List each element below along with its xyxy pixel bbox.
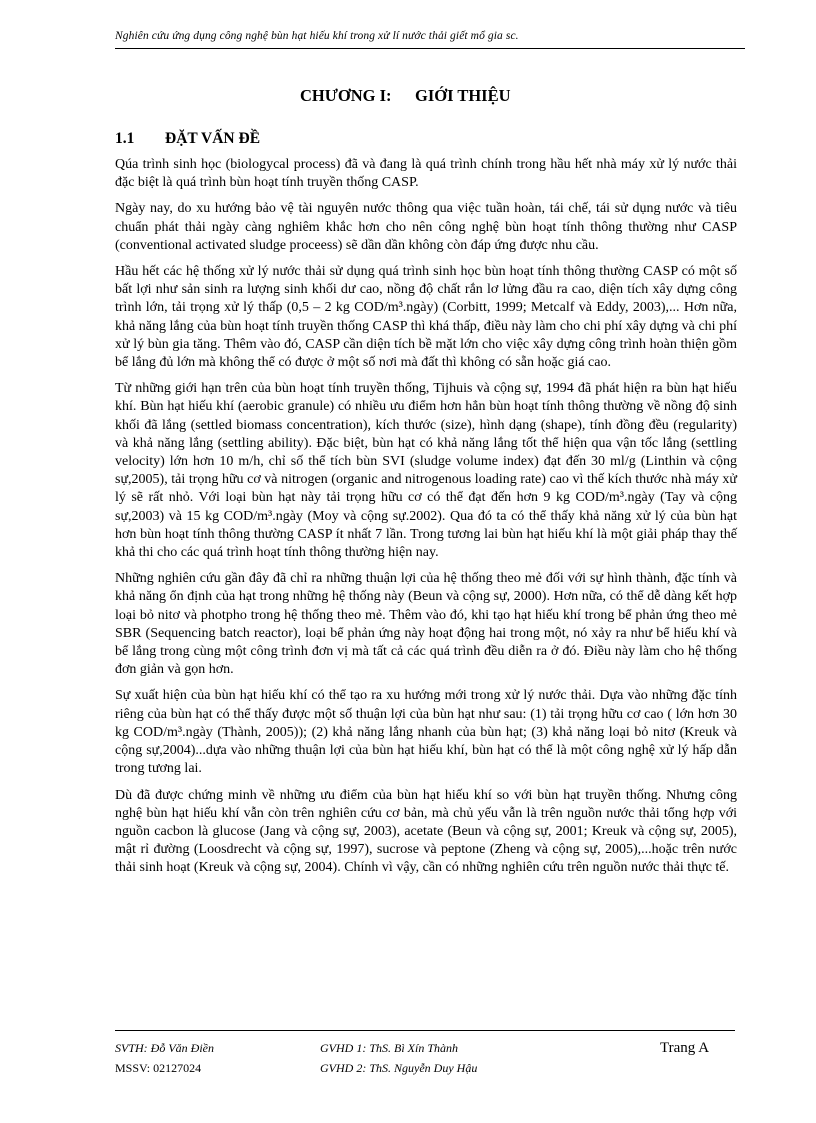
paragraph: Từ những giới hạn trên của bùn hoạt tính truyền thống, Tijhuis và cộng sự, 1994 đã phát hiện ra bùn hạt hiếu khí. Bùn hạt hiếu khí (aerobic granule) có nhiều ưu điểm hơn hẳn bùn hoạt tính thông thường về nồng độ sinh khối đã lắng (settled biomass concentration), kích thước (size), hình dạng (shape), tính đồng đều (regularity) và khả năng lắng (settling ability). Đặc biệt, bùn hạt có khả năng lắng tốt thể hiện qua vận tốc lắng (settling velocity) lớn hơn 10 m/h, chỉ số thể tích bùn SVI (sludge volume index) đạt đến 30 ml/g (Linthin và cộng sự,2005), tải trọng hữu cơ và nitrogen (organic and nitrogenous loading rate) cao vì thế kích thước nhà máy xử lý sẽ rất nhỏ. Với loại bùn hạt này tải trọng hữu cơ có thể đạt đến hơn 9 kg COD/m³.ngày (Tay và cộng sự,2003) và 15 kg COD/m³.ngày (Moy và cộng sự.2002). Qua đó ta có thể thấy khả năng xử lý của bùn hạt hơn bùn hoạt tính thông thường CASP ít nhất 7 lần. Trong tương lai bùn hạt hiếu khí là một giải pháp thay thế khả thi cho các quá trình hoạt tính thông thường hiện nay. — [115, 381, 737, 561]
body-text — [115, 156, 737, 886]
paragraph: Ngày nay, do xu hướng bảo vệ tài nguyên nước thông qua việc tuần hoàn, tái chế, tái sử dụng nước và tiêu chuẩn phát thải ngày càng nghiêm khắc hơn cho nên công nghệ bùn hoạt tính thông thường như CASP (conventional activated sludge proceess) sẽ dần dần không còn đáp ứng được nhu cầu. — [115, 201, 737, 253]
page-footer — [115, 1038, 735, 1078]
footer-advisor-2: GVHD 2: ThS. Nguyễn Duy Hậu — [320, 1061, 478, 1075]
section-title: ĐẶT VẤN ĐỀ — [165, 130, 261, 147]
chapter-title: GIỚI THIỆU — [415, 86, 511, 105]
footer-advisor-1: GVHD 1: ThS. Bì Xín Thành — [320, 1041, 458, 1055]
paragraph: Sự xuất hiện của bùn hạt hiếu khí có thể tạo ra xu hướng mới trong xử lý nước thải. Dựa vào những đặc tính riêng của bùn hạt có thể thấy được một số thuận lợi của bùn hạt như sau: (1) tải trọng hữu cơ cao ( lớn hơn 30 kg COD/m³.ngày (Thành, 2005)); (2) khả năng lắng nhanh của bùn hạt; (3) khả năng loại bỏ nitơ (Kreuk và cộng sự,2004)...dựa vào những thuận lợi của bùn hạt hiếu khí, bùn hạt có thể là một công nghệ xử lý hấp dẫn trong tương lai. — [115, 688, 737, 777]
paragraph: Hầu hết các hệ thống xử lý nước thải sử dụng quá trình sinh học bùn hoạt tính thông thường CASP có một số bất lợi như sản sinh ra lượng sinh khối dư cao, nồng độ chất rắn lơ lửng đầu ra cao, diện tích xây dựng công trình lớn, tải trọng xử lý thấp (0,5 – 2 kg COD/m³.ngày) (Corbitt, 1999; Metcalf và Eddy, 2003),... Hơn nữa, khả năng lắng của bùn hoạt tính truyền thống CASP thì khá thấp, điều này làm cho chi phí xây dựng và chi phí xử lý bùn gia tăng. Thêm vào đó, CASP cần diện tích bề mặt lớn cho việc xây dựng công trình hoàn thiện gồm bể lắng đủ lớn mà không thể có được ở một số nơi mà đất thì không có sẵn hoặc giá cao. — [115, 264, 737, 371]
paragraph: Dù đã được chứng minh về những ưu điểm của bùn hạt hiếu khí so với bùn hạt truyền thống. Nhưng công nghệ bùn hạt hiếu khí vẫn còn trên nghiên cứu cơ bản, mà chủ yếu vẫn là trên nguồn nước thải tổng hợp với nguồn cacbon là glucose (Jang và cộng sự, 2003), acetate (Beun và cộng sự, 2001; Kreuk và cộng sự, 2005), mật rỉ đường (Loosdrecht và cộng sự, 1997), sucrose và peptone (Zheng và cộng sự, 2005),...hoặc trên nước thải sinh hoạt (Kreuk và cộng sự, 2004). Chính vì vậy, cần có những nghiên cứu trên nguồn nước thải thực tế. — [115, 787, 737, 876]
footer-student-id: MSSV: 02127024 — [115, 1061, 202, 1075]
paragraph: Qúa trình sinh học (biologycal process) đã và đang là quá trình chính trong hầu hết nhà máy xử lý nước thải đặc biệt là quá trình bùn hoạt tính truyền thống CASP. — [115, 157, 737, 191]
footer-rule — [115, 1030, 735, 1031]
footer-student: SVTH: Đỗ Văn Điền — [115, 1041, 214, 1055]
section-heading — [115, 130, 260, 148]
section-number: 1.1 — [115, 130, 135, 147]
paragraph: Những nghiên cứu gần đây đã chỉ ra những thuận lợi của hệ thống theo mẻ đối với sự hình thành, đặc tính và khả năng ổn định của hạt trong những hệ thống này (Beun và cộng sự, 2000). Hơn nữa, có thể dễ dàng kết hợp loại bỏ nitơ và photpho trong hệ thống theo mẻ. Thêm vào đó, khi tạo hạt hiếu khí trong bể phản ứng theo mẻ SBR (Sequencing batch reactor), loại bể phản ứng này hoạt động hai trong một, nó xảy ra như bể hiếu khí và bể lắng trong cùng một công trình đơn vị mà tất cả các quá trình đều diễn ra ở đó. Điều này làm cho hệ thống đơn giản và gọn hơn. — [115, 571, 737, 678]
page-number: Trang A — [660, 1040, 710, 1056]
header-rule — [115, 48, 745, 49]
running-header: Nghiên cứu ứng dụng công nghệ bùn hạt hiếu khí trong xử lí nước thải giết mổ gia sc. — [115, 30, 519, 42]
chapter-heading — [300, 86, 511, 106]
chapter-number: CHƯƠNG I: — [300, 86, 392, 105]
